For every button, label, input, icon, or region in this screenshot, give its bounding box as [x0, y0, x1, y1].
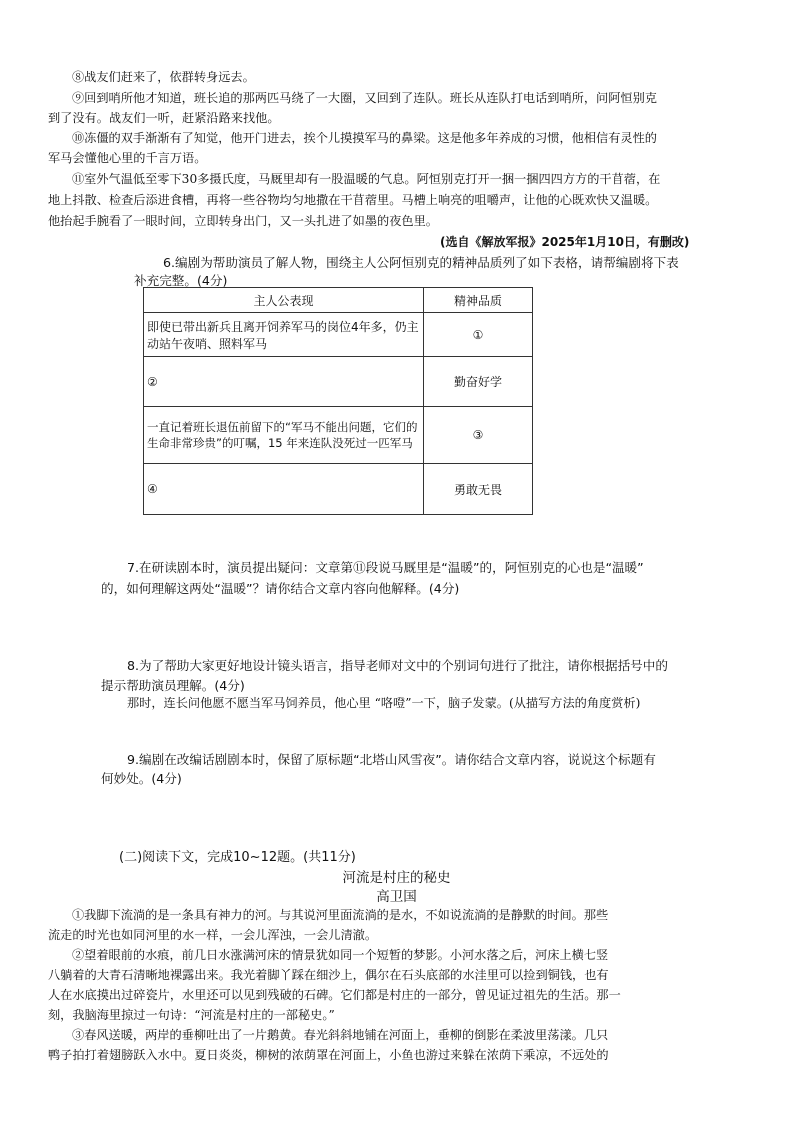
article-paragraph-3-line-1: ③春风送暖，两岸的垂柳吐出了一片鹅黄。春光斜斜地铺在河面上，垂柳的倒影在柔波里荡漾。几只: [72, 1028, 609, 1042]
article-paragraph-2-line-3: 人在水底摸出过碎瓷片，水里还可以见到残破的石碑。它们都是村庄的一部分，曾见证过祖先的生活。那一: [48, 988, 621, 1002]
traits-table: [143, 287, 533, 515]
table-header-trait: 精神品质: [424, 288, 533, 313]
story-paragraph-11-line-3: 他抬起手腕看了一眼时间，立即转身出门，又一头扎进了如墨的夜色里。: [48, 214, 438, 228]
article-paragraph-2-line-1: ②望着眼前的水痕，前几日水涨满河床的情景犹如同一个短暂的梦影。小河水落之后，河床上横七竖: [72, 948, 609, 962]
story-paragraph-9-line-2: 到了没有。战友们一听，赶紧沿路来找他。: [48, 111, 280, 125]
q9-line-1: 9.编剧在改编话剧剧本时，保留了原标题“北塔山风雪夜”。请你结合文章内容，说说这个标题有: [127, 752, 656, 767]
q7-line-2: 的，如何理解这两处“温暖”？请你结合文章内容向他解释。(4分): [101, 581, 460, 596]
table-header-row: [144, 288, 533, 313]
article-paragraph-2-line-2: 八躺着的大青石清晰地裸露出来。我光着脚丫踩在细沙上，偶尔在石头底部的水洼里可以捡到铜钱，也有: [48, 968, 609, 982]
q8-quote: 那时，连长问他愿不愿当军马饲养员，他心里 “咯噔”一下，脑子发蒙。(从描写方法的角度赏析): [127, 696, 641, 710]
table-cell-behavior: 即使已带出新兵且离开饲养军马的岗位4年多，仍主动站午夜哨、照料军马: [144, 313, 424, 357]
table-header-behavior: 主人公表现: [144, 288, 424, 313]
story-paragraph-10-line-1: ⑩冻僵的双手渐渐有了知觉，他开门进去，挨个儿摸摸军马的鼻梁。这是他多年养成的习惯，他相信有灵性的: [72, 131, 657, 145]
table-row: [144, 407, 533, 464]
article-title: 河流是村庄的秘史: [342, 870, 451, 886]
table-cell-trait: 勇敢无畏: [424, 464, 533, 515]
q8-line-2: 提示帮助演员理解。(4分): [101, 678, 245, 693]
article-paragraph-3-line-2: 鸭子拍打着翅膀跃入水中。夏日炎炎，柳树的浓荫罩在河面上，小鱼也游过来躲在浓荫下乘凉，不远处的: [48, 1048, 609, 1062]
section-2-heading: (二)阅读下文，完成10~12题。(共11分): [119, 850, 356, 865]
table-cell-trait: 勤奋好学: [424, 357, 533, 407]
article-paragraph-1-line-2: 流走的时光也如同河里的水一样，一会儿浑浊，一会儿清澈。: [48, 928, 378, 942]
q6-line-2: 补充完整。(4分): [134, 273, 228, 288]
article-paragraph-2-line-4: 刻，我脑海里掠过一句诗：“河流是村庄的一部秘史。”: [48, 1008, 335, 1022]
q8-line-1: 8.为了帮助大家更好地设计镜头语言，指导老师对文中的个别词句进行了批注，请你根据括号中的: [127, 658, 668, 673]
article-paragraph-1-line-1: ①我脚下流淌的是一条具有神力的河。与其说河里面流淌的是水，不如说流淌的是静默的时间。那些: [72, 908, 609, 922]
story-source: (选自《解放军报》2025年1月10日，有删改): [440, 235, 690, 249]
table-cell-trait: ①: [424, 313, 533, 357]
story-paragraph-8: ⑧战友们赶来了，依群转身远去。: [72, 70, 255, 84]
article-author: 高卫国: [376, 889, 417, 905]
story-paragraph-9-line-1: ⑨回到哨所他才知道，班长追的那两匹马绕了一大圈，又回到了连队。班长从连队打电话到哨所，问阿恒别克: [72, 91, 657, 105]
story-paragraph-11-line-1: ⑪室外气温低至零下30多摄氏度，马厩里却有一股温暖的气息。阿恒别克打开一捆一捆四四方方的干苜蓿，在: [72, 172, 661, 186]
table-cell-behavior: ④: [144, 464, 424, 515]
story-paragraph-10-line-2: 军马会懂他心里的千言万语。: [48, 151, 207, 165]
story-paragraph-11-line-2: 地上抖散、检查后添进食槽，再将一些谷物均匀地撒在干苜蓿里。马槽上响亮的咀嚼声，让他的心既欢快又温暖。: [48, 193, 658, 207]
q7-line-1: 7.在研读剧本时，演员提出疑问：文章第⑪段说马厩里是“温暖”的，阿恒别克的心也是“温暖”: [127, 560, 644, 575]
table-cell-behavior: 一直记着班长退伍前留下的“军马不能出问题，它们的生命非常珍贵”的叮嘱，15 年来连队没死过一匹军马: [144, 407, 424, 464]
table-cell-trait: ③: [424, 407, 533, 464]
table-row: [144, 357, 533, 407]
table-row: [144, 313, 533, 357]
q9-line-2: 何妙处。(4分): [101, 771, 182, 786]
table-row: [144, 464, 533, 515]
table-cell-behavior: ②: [144, 357, 424, 407]
q6-line-1: 6.编剧为帮助演员了解人物，围绕主人公阿恒别克的精神品质列了如下表格，请帮编剧将下表: [163, 255, 679, 270]
